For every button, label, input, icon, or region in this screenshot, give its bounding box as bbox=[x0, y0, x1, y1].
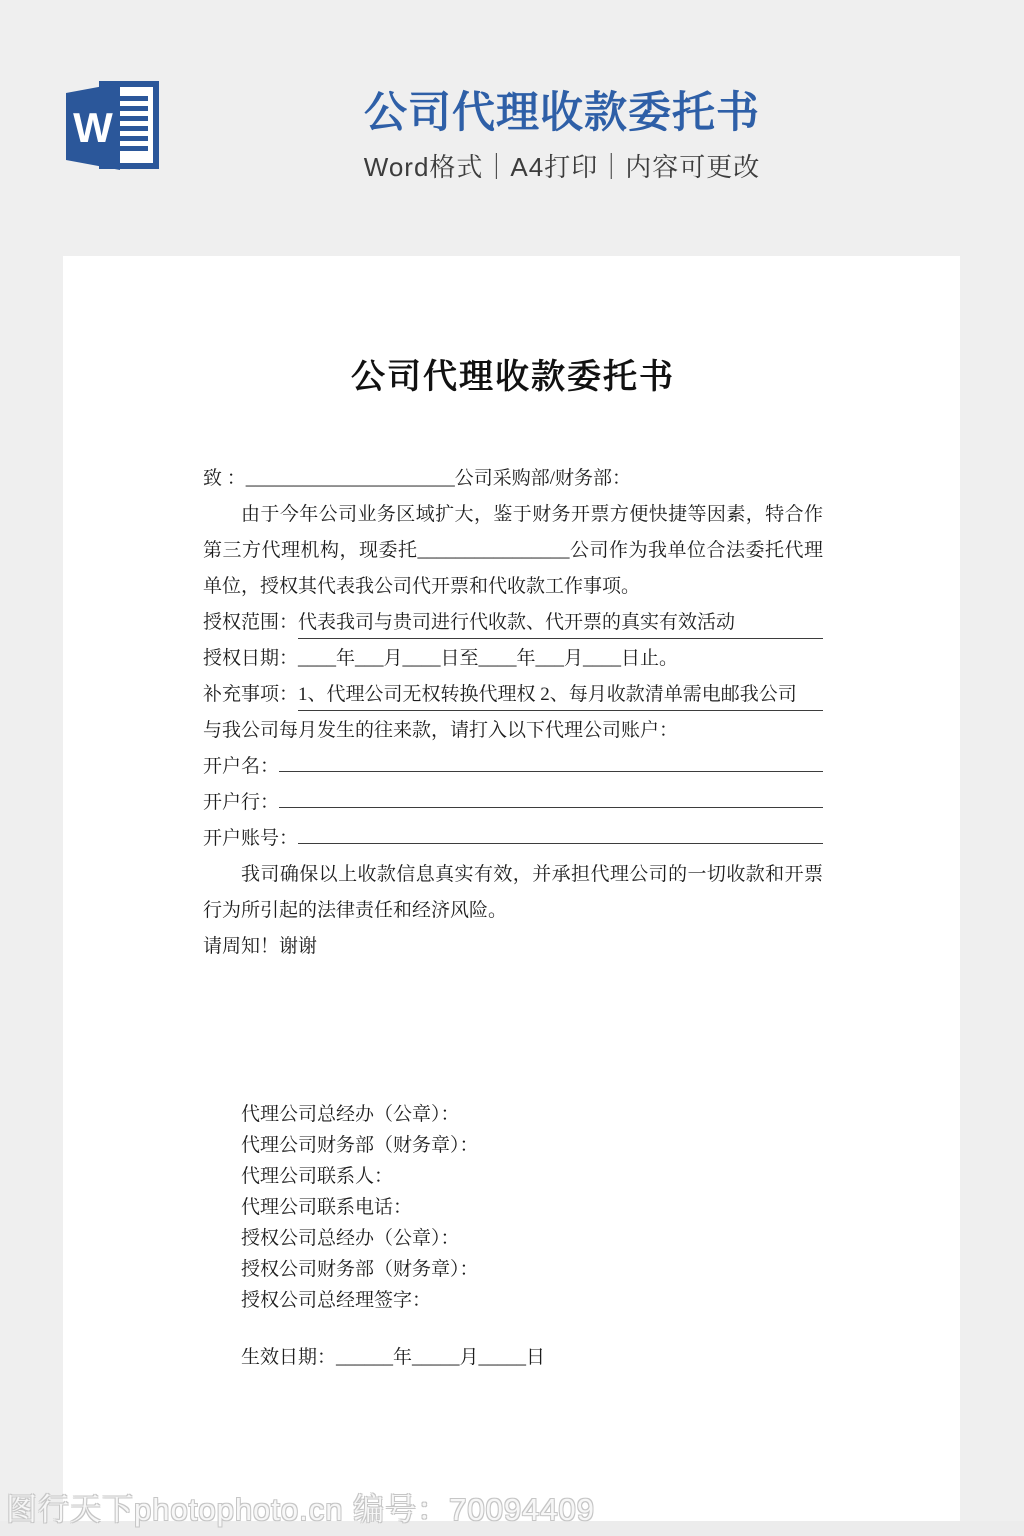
supplement-line bbox=[203, 677, 823, 713]
header-banner bbox=[0, 0, 1024, 256]
signature-line: 代理公司联系人： bbox=[241, 1166, 394, 1187]
supplement-value: 1、代理公司无权转换代理权 2、每月收款清单需电邮我公司 bbox=[298, 680, 823, 711]
assurance-paragraph: 我司确保以上收款信息真实有效，并承担代理公司的一切收款和开票行为所引起的法律责任和经济风险。 bbox=[203, 864, 823, 921]
effective-date-value: ______年_____月_____日 bbox=[336, 1347, 546, 1368]
account-intro-line: 与我公司每月发生的往来款，请打入以下代理公司账户： bbox=[203, 720, 679, 741]
signature-line: 授权公司财务部（财务章）： bbox=[241, 1259, 479, 1280]
account-name-blank bbox=[279, 771, 823, 772]
supplement-label: 补充事项： bbox=[203, 684, 299, 705]
signature-line: 代理公司财务部（财务章）： bbox=[241, 1135, 479, 1156]
scope-line bbox=[203, 605, 823, 641]
signature-line: 授权公司总经办（公章）： bbox=[241, 1228, 460, 1249]
account-name-line bbox=[203, 749, 823, 785]
to-line-suffix: 公司采购部/财务部： bbox=[454, 468, 632, 489]
to-line-blank: ______________________ bbox=[245, 468, 455, 489]
to-line bbox=[203, 461, 823, 497]
document-body bbox=[203, 461, 823, 965]
signature-line: 授权公司总经理签字： bbox=[241, 1290, 432, 1311]
account-no-blank bbox=[298, 843, 823, 844]
signature-block bbox=[241, 1099, 823, 1316]
effective-date-line bbox=[241, 1342, 823, 1373]
account-name-label: 开户名： bbox=[203, 756, 280, 777]
word-logo-icon bbox=[60, 76, 164, 176]
auth-date-line bbox=[203, 641, 823, 677]
signature-line: 代理公司总经办（公章）： bbox=[241, 1104, 460, 1125]
account-bank-blank bbox=[279, 807, 823, 808]
auth-date-value: ____年___月____日至____年___月____日止。 bbox=[298, 648, 679, 669]
header-subtitle: Word格式｜A4打印｜内容可更改 bbox=[363, 152, 761, 183]
delegate-company-blank: ________________ bbox=[417, 540, 570, 561]
effective-date-label: 生效日期： bbox=[241, 1347, 337, 1368]
document-sheet bbox=[63, 256, 960, 1521]
watermark-text: 图行天下photophoto.cn 编号：70094409 bbox=[6, 1492, 596, 1527]
auth-date-label: 授权日期： bbox=[203, 648, 299, 669]
account-bank-line bbox=[203, 785, 823, 821]
notice-line: 请周知！谢谢 bbox=[203, 936, 318, 957]
intro-paragraph: 由于今年公司业务区域扩大，鉴于财务开票方便快捷等因素，特合作第三方代理机构，现委托________________公司作为我单位合法委托代理单位，授权其代表我公司代开票和代收款工作事项。 bbox=[203, 504, 823, 597]
account-no-line bbox=[203, 821, 823, 857]
document-title: 公司代理收款委托书 bbox=[351, 358, 675, 396]
scope-label: 授权范围： bbox=[203, 612, 299, 633]
scope-value: 代表我司与贵司进行代收款、代开票的真实有效活动 bbox=[298, 608, 823, 639]
account-bank-label: 开户行： bbox=[203, 792, 280, 813]
signature-line: 代理公司联系电话： bbox=[241, 1197, 413, 1218]
header-title: 公司代理收款委托书 bbox=[364, 89, 760, 137]
header-text-block bbox=[312, 90, 812, 184]
svg-text:W: W bbox=[73, 104, 113, 151]
to-line-prefix: 致 ： bbox=[203, 468, 246, 489]
account-no-label: 开户账号： bbox=[203, 828, 299, 849]
